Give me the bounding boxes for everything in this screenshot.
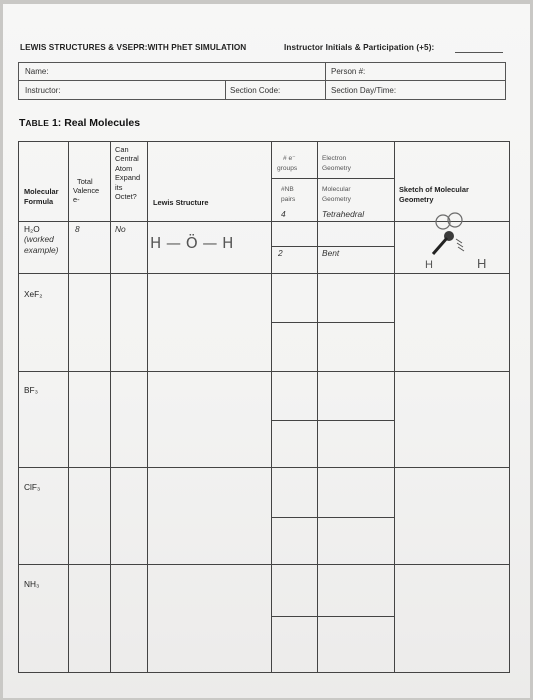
row-split-line <box>271 322 394 323</box>
row-split-line <box>271 517 394 518</box>
example-formula: H₂O <box>24 224 40 234</box>
example-note: (worked example) <box>24 234 59 255</box>
table-title: TABLE 1: Real Molecules <box>19 117 141 129</box>
header-split-line <box>271 178 394 179</box>
header-electron-geometry: Electron Geometry <box>322 155 351 172</box>
header-electron-groups: # e⁻ groups <box>277 155 298 172</box>
row-divider <box>19 467 509 468</box>
example-molecular-geometry: Bent <box>322 248 340 258</box>
example-valence: 8 <box>75 224 80 234</box>
row-divider <box>19 564 509 565</box>
sketch-h-right: H <box>477 256 487 271</box>
row-label-xef2: XeF₂ <box>24 289 43 299</box>
section-code-label: Section Code: <box>230 86 281 95</box>
water-sketch-drawing <box>405 202 505 272</box>
section-day-time-label: Section Day/Time: <box>331 86 397 95</box>
header-lewis-structure: Lewis Structure <box>153 198 209 207</box>
row-label-nh3: NH₃ <box>24 579 40 589</box>
info-divider <box>325 63 326 99</box>
instructor-label: Instructor: <box>25 86 61 95</box>
person-number-label: Person #: <box>331 67 366 76</box>
example-nb-pairs: 2 <box>278 248 283 258</box>
sketch-h-left: H <box>425 259 433 271</box>
header-molecular-formula: Molecular Formula <box>24 187 59 206</box>
example-electron-geometry: Tetrahedral <box>322 209 365 219</box>
worksheet-title: LEWIS STRUCTURES & VSEPR:WITH PhET SIMULATION <box>20 43 247 52</box>
row-label-clf3: ClF₃ <box>24 482 41 492</box>
header-expand-octet: Can Central Atom Expand its Octet? <box>115 145 141 202</box>
header-total-valence: Total Valence e- <box>73 177 100 204</box>
example-octet: No <box>115 224 126 234</box>
instructor-initials-label: Instructor Initials & Participation (+5): <box>284 43 435 52</box>
real-molecules-table <box>18 141 510 673</box>
worksheet-page <box>3 4 530 698</box>
row-label-bf3: BF₃ <box>24 385 38 395</box>
row-split-line <box>271 616 394 617</box>
row-divider <box>19 273 509 274</box>
student-info-box <box>18 62 506 100</box>
row-divider <box>19 371 509 372</box>
example-lewis-structure: H — Ö — H <box>150 234 234 252</box>
name-label: Name: <box>25 67 49 76</box>
header-sketch: Sketch of Molecular Geometry <box>399 185 469 204</box>
header-nb-pairs: #NB pairs <box>281 186 296 203</box>
example-split-line <box>271 246 394 247</box>
info-divider <box>19 80 505 81</box>
header-molecular-geometry: Molecular Geometry <box>322 186 351 203</box>
row-split-line <box>271 420 394 421</box>
example-groups: 4 <box>281 209 286 219</box>
info-divider <box>225 81 226 99</box>
instructor-initials-blank[interactable] <box>455 52 503 53</box>
